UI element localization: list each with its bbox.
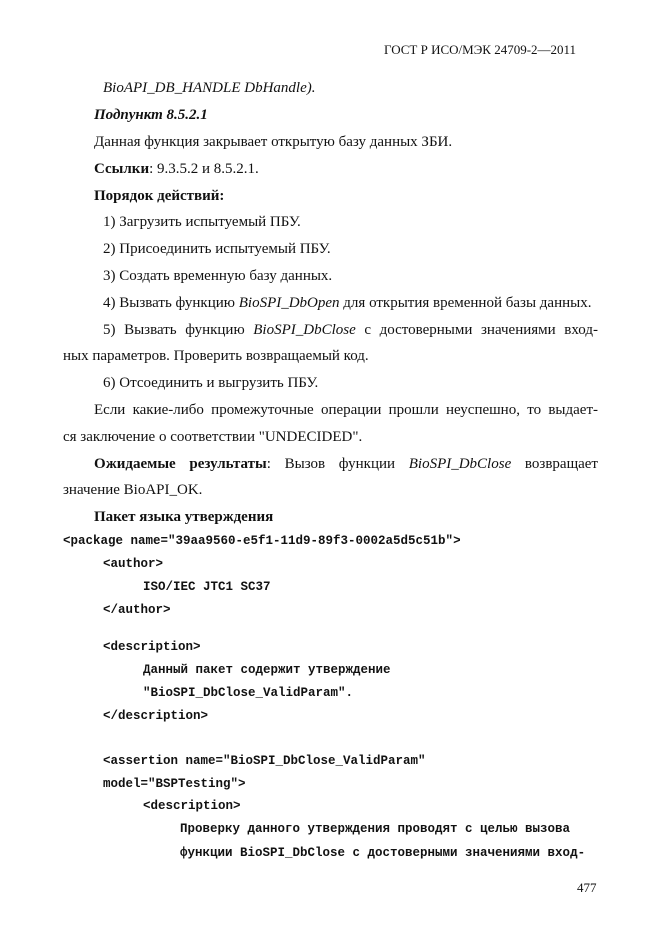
step-4-pre: 4) Вызвать функцию [103,295,239,311]
step-5-post: с достоверными значениями вход- [355,322,598,338]
code-line: "BioSPI_DbClose_ValidParam". [143,686,354,700]
page-number: 477 [577,880,597,895]
step-5 [103,321,598,339]
references-text: : 9.3.5.2 и 8.5.2.1. [149,161,259,177]
code-line: <description> [103,640,201,654]
code-line: Проверку данного утверждения проводят с целью вызова [180,822,571,836]
procedure-title: Порядок действий: [94,188,225,204]
expected-results-continuation: значение BioAPI_OK. [63,482,203,498]
failure-note-line-2: ся заключение о соответствии "UNDECIDED". [63,429,363,445]
step-5-pre: 5) Вызвать функцию [103,322,254,338]
code-line: <author> [103,557,164,571]
step-4 [103,294,591,312]
step-2: 2) Присоединить испытуемый ПБУ. [103,241,331,257]
code-line: </description> [103,709,209,723]
expected-post: возвращает [511,456,598,472]
references-label: Ссылки [94,161,150,177]
expected-results [94,455,598,473]
code-line: <package name="39aa9560-e5f1-11d9-89f3-0002a5d5c51b"> [63,534,461,548]
function-description: Данная функция закрывает открытую базу данных ЗБИ. [94,134,453,150]
step-5-continuation: ных параметров. Проверить возвращаемый код. [63,348,369,364]
code-line: <assertion name="BioSPI_DbClose_ValidParam" [103,754,426,768]
code-line: ISO/IEC JTC1 SC37 [143,580,271,594]
code-line: <description> [143,799,241,813]
failure-note-line-1: Если какие-либо промежуточные операции прошли неуспешно, то выдает- [94,402,598,418]
step-5-function: BioSPI_DbClose [253,322,356,338]
expected-label: Ожидаемые результаты [94,456,267,472]
code-line: model="BSPTesting"> [103,777,246,791]
step-1: 1) Загрузить испытуемый ПБУ. [103,214,301,230]
subclause-title: Подпункт 8.5.2.1 [94,107,208,123]
step-4-post: для открытия временной базы данных. [339,295,592,311]
code-line: функции BioSPI_DbClose с достоверными значениями вход- [180,846,586,860]
expected-pre: : Вызов функции [266,456,409,472]
step-6: 6) Отсоединить и выгрузить ПБУ. [103,375,319,391]
references [94,160,259,178]
code-line: Данный пакет содержит утверждение [143,663,391,677]
package-title: Пакет языка утверждения [94,509,274,525]
code-line: </author> [103,603,171,617]
step-3: 3) Создать временную базу данных. [103,268,333,284]
step-4-function: BioSPI_DbOpen [238,295,340,311]
page-header: ГОСТ Р ИСО/МЭК 24709-2—2011 [384,42,577,57]
expected-function: BioSPI_DbClose [408,456,512,472]
continuation-line: BioAPI_DB_HANDLE DbHandle). [103,80,316,96]
